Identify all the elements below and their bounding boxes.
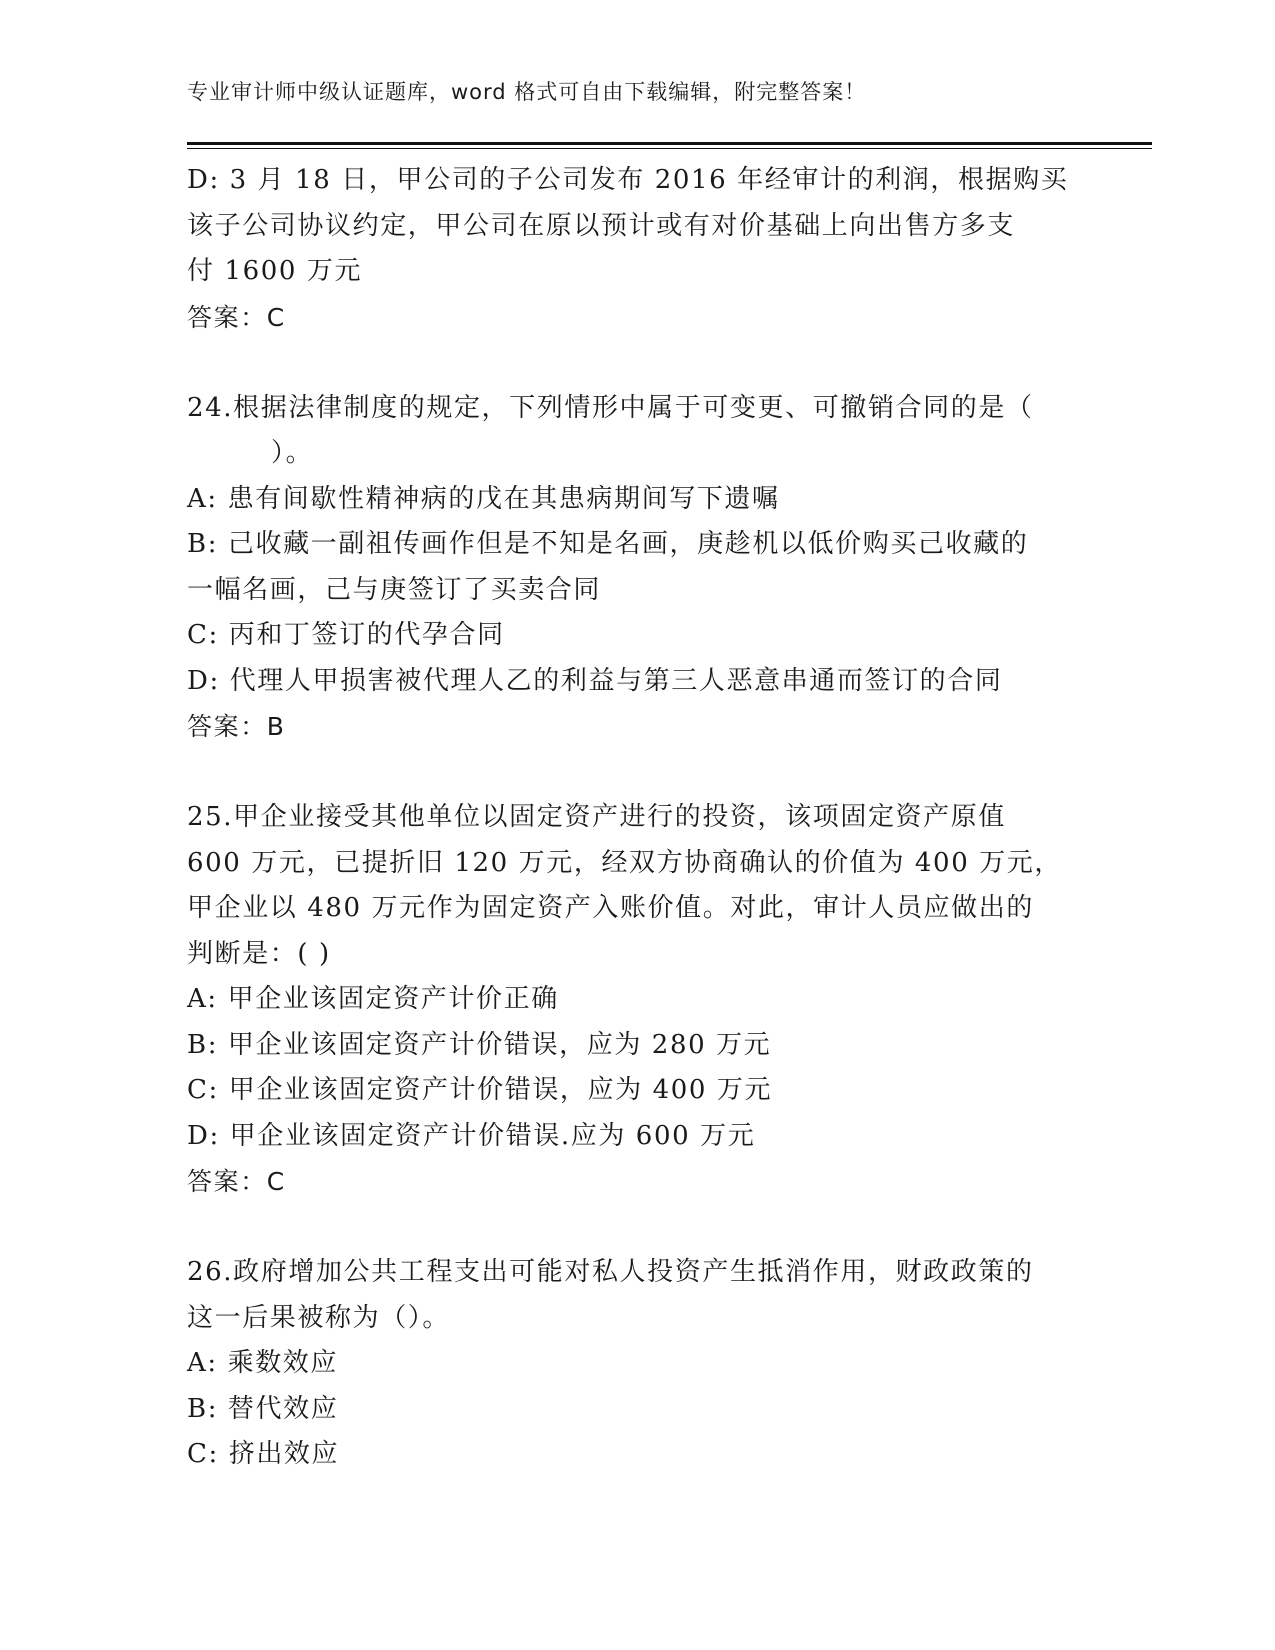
option-d-line: 该子公司协议约定，甲公司在原以预计或有对价基础上向出售方多支	[187, 210, 1016, 241]
option-a: A: 乘数效应	[187, 1348, 339, 1378]
question-25	[187, 795, 1087, 1205]
spacer	[187, 340, 1087, 386]
option-c: C: 丙和丁签订的代孕合同	[187, 620, 505, 650]
option-d: D: 甲企业该固定资产计价错误.应为 600 万元	[187, 1120, 756, 1151]
option-b: B: 己收藏一副祖传画作但是不知是名画，庚趁机以低价购买己收藏的	[187, 529, 1029, 559]
answer-line: 答案：B	[187, 712, 286, 741]
question-stem: 600 万元，已提折旧 120 万元，经双方协商确认的价值为 400 万元，	[187, 847, 1063, 878]
page-header: 专业审计师中级认证题库，word 格式可自由下载编辑，附完整答案！	[187, 80, 867, 104]
question-stem: 甲企业以 480 万元作为固定资产入账价值。对此，审计人员应做出的	[187, 893, 1034, 923]
question-24	[187, 386, 1087, 750]
question-stem: 判断是：( )	[187, 938, 331, 969]
header-divider-thin	[187, 148, 1152, 149]
option-b-continued: 一幅名画，己与庚签订了买卖合同	[187, 574, 602, 605]
question-stem: 25.甲企业接受其他单位以固定资产进行的投资，该项固定资产原值	[187, 802, 1006, 832]
spacer	[187, 750, 1087, 796]
option-b: B: 替代效应	[187, 1393, 339, 1424]
question-stem: 这一后果被称为（）。	[187, 1302, 451, 1333]
answer-line: 答案：C	[187, 302, 286, 332]
question-stem: 24.根据法律制度的规定，下列情形中属于可变更、可撤销合同的是（	[187, 392, 1034, 423]
option-a: A: 患有间歇性精神病的戊在其患病期间写下遗嘱	[187, 483, 780, 514]
option-b: B: 甲企业该固定资产计价错误，应为 280 万元	[187, 1029, 772, 1060]
spacer	[187, 1205, 1087, 1251]
question-23-tail	[187, 158, 1087, 340]
question-stem: 26.政府增加公共工程支出可能对私人投资产生抵消作用，财政政策的	[187, 1257, 1034, 1287]
question-content	[187, 158, 1087, 1478]
question-26	[187, 1250, 1087, 1478]
option-c: C: 甲企业该固定资产计价错误，应为 400 万元	[187, 1075, 773, 1105]
option-d-line: D: 3 月 18 日，甲公司的子公司发布 2016 年经审计的利润，根据购买	[187, 165, 1069, 195]
question-stem: ）。	[271, 438, 314, 468]
answer-line: 答案：C	[187, 1167, 286, 1196]
option-d: D: 代理人甲损害被代理人乙的利益与第三人恶意串通而签订的合同	[187, 665, 1003, 696]
option-c: C: 挤出效应	[187, 1439, 340, 1469]
option-d-line: 付 1600 万元	[187, 256, 363, 286]
option-a: A: 甲企业该固定资产计价正确	[187, 984, 559, 1014]
header-divider	[187, 142, 1152, 145]
